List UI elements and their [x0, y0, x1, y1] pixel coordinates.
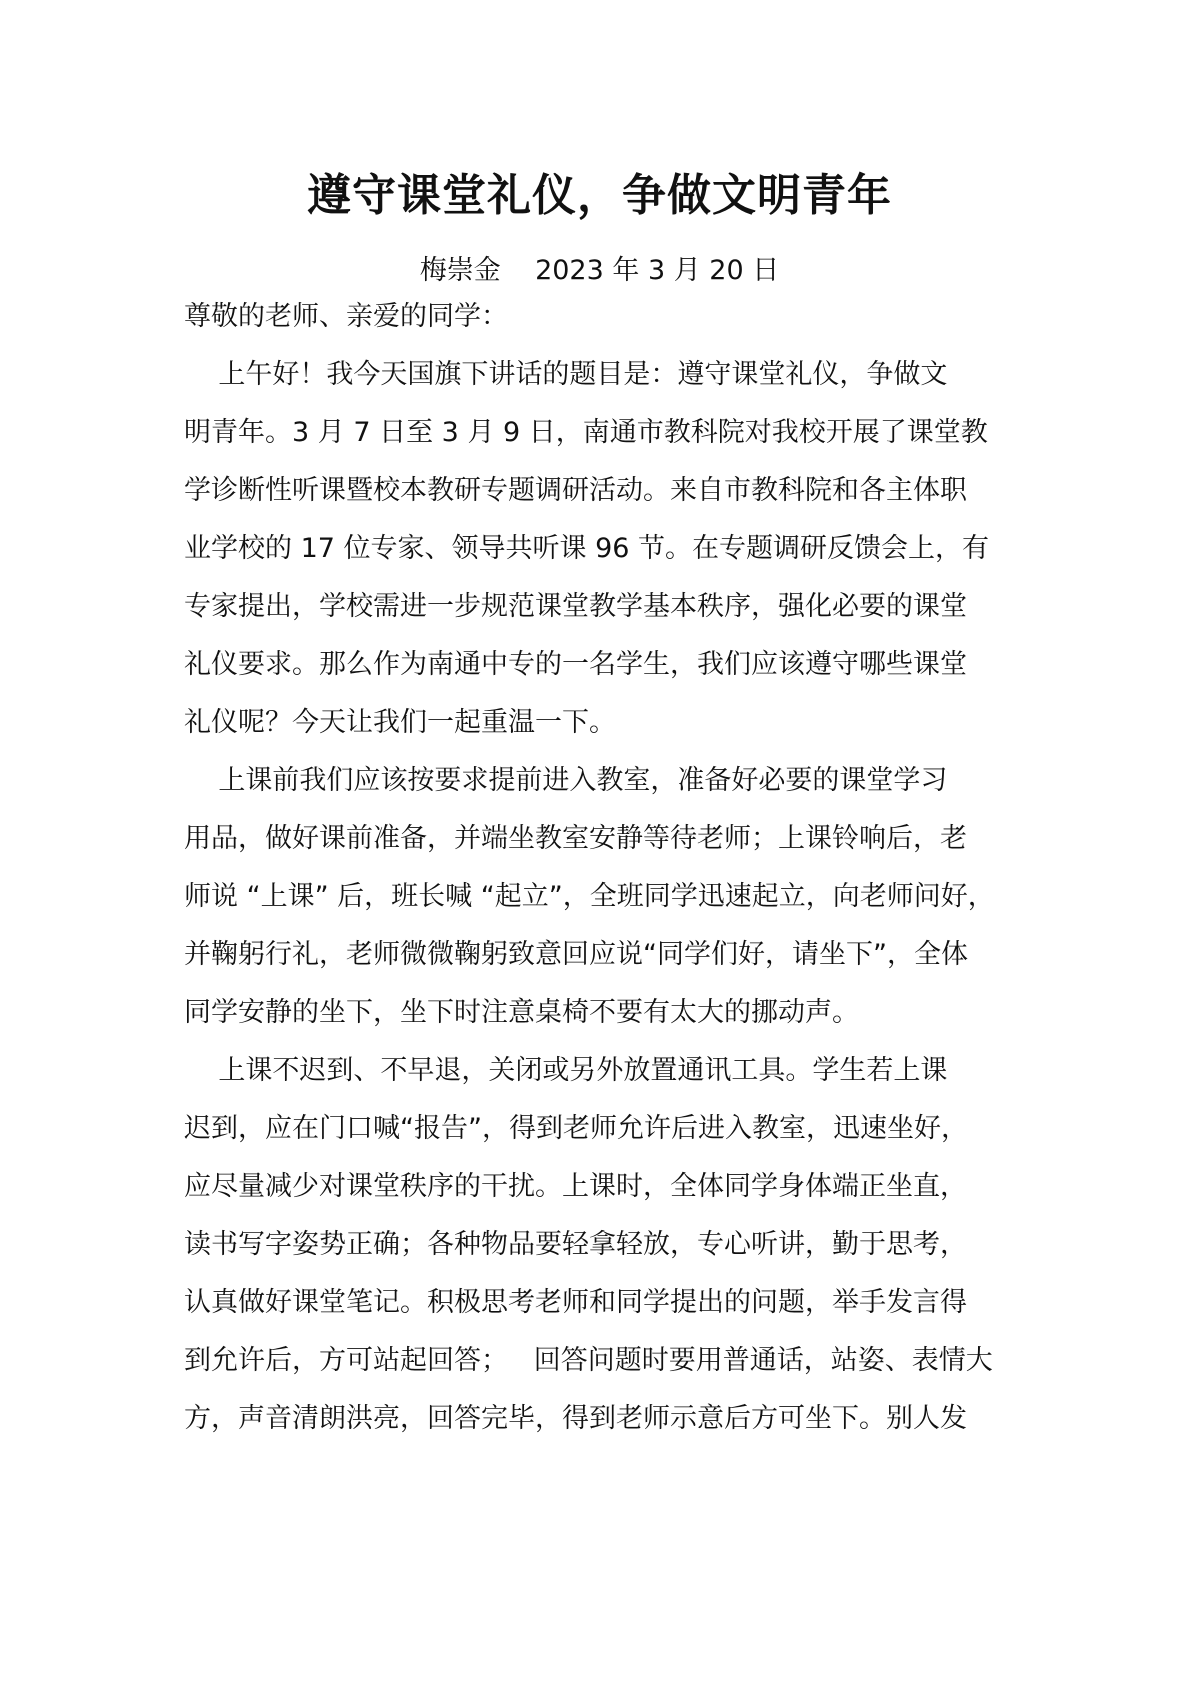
body-line: 应尽量减少对课堂秩序的干扰。上课时，全体同学身体端正坐直， — [184, 1171, 967, 1202]
body-line: 上课前我们应该按要求提前进入教室，准备好必要的课堂学习 — [184, 765, 948, 796]
body-line: 礼仪要求。那么作为南通中专的一名学生，我们应该遵守哪些课堂 — [184, 649, 967, 680]
body-line: 读书写字姿势正确；各种物品要轻拿轻放，专心听讲，勤于思考， — [184, 1229, 967, 1260]
body-line: 用品，做好课前准备，并端坐教室安静等待老师；上课铃响后，老 — [184, 823, 967, 854]
salutation: 尊敬的老师、亲爱的同学： — [184, 301, 508, 332]
body-line: 同学安静的坐下，坐下时注意桌椅不要有太大的挪动声。 — [184, 997, 859, 1028]
body-line: 上课不迟到、不早退，关闭或另外放置通讯工具。学生若上课 — [184, 1055, 948, 1086]
body-line: 迟到，应在门口喊“报告”，得到老师允许后进入教室，迅速坐好， — [184, 1113, 968, 1144]
body-line: 学诊断性听课暨校本教研专题调研活动。来自市教科院和各主体职 — [184, 475, 967, 506]
body-line: 上午好！我今天国旗下讲话的题目是：遵守课堂礼仪，争做文 — [184, 359, 948, 390]
body-line: 到允许后，方可站起回答； 回答问题时要用普通话，站姿、表情大 — [184, 1345, 993, 1376]
body-line: 师说 “上课” 后，班长喊 “起立”，全班同学迅速起立，向老师问好， — [184, 881, 995, 912]
body-line: 并鞠躬行礼，老师微微鞠躬致意回应说“同学们好，请坐下”，全体 — [184, 939, 968, 970]
document-title: 遵守课堂礼仪，争做文明青年 — [307, 170, 892, 221]
body-line: 礼仪呢？今天让我们一起重温一下。 — [184, 707, 616, 738]
body-line: 方，声音清朗洪亮，回答完毕，得到老师示意后方可坐下。别人发 — [184, 1403, 967, 1434]
body-line: 专家提出，学校需进一步规范课堂教学基本秩序，强化必要的课堂 — [184, 591, 967, 622]
document-byline: 梅崇金 2023 年 3 月 20 日 — [419, 255, 780, 286]
body-line: 认真做好课堂笔记。积极思考老师和同学提出的问题，举手发言得 — [184, 1287, 967, 1318]
body-line: 明青年。3 月 7 日至 3 月 9 日，南通市教科院对我校开展了课堂教 — [184, 417, 988, 448]
body-line: 业学校的 17 位专家、领导共听课 96 节。在专题调研反馈会上，有 — [184, 533, 990, 564]
